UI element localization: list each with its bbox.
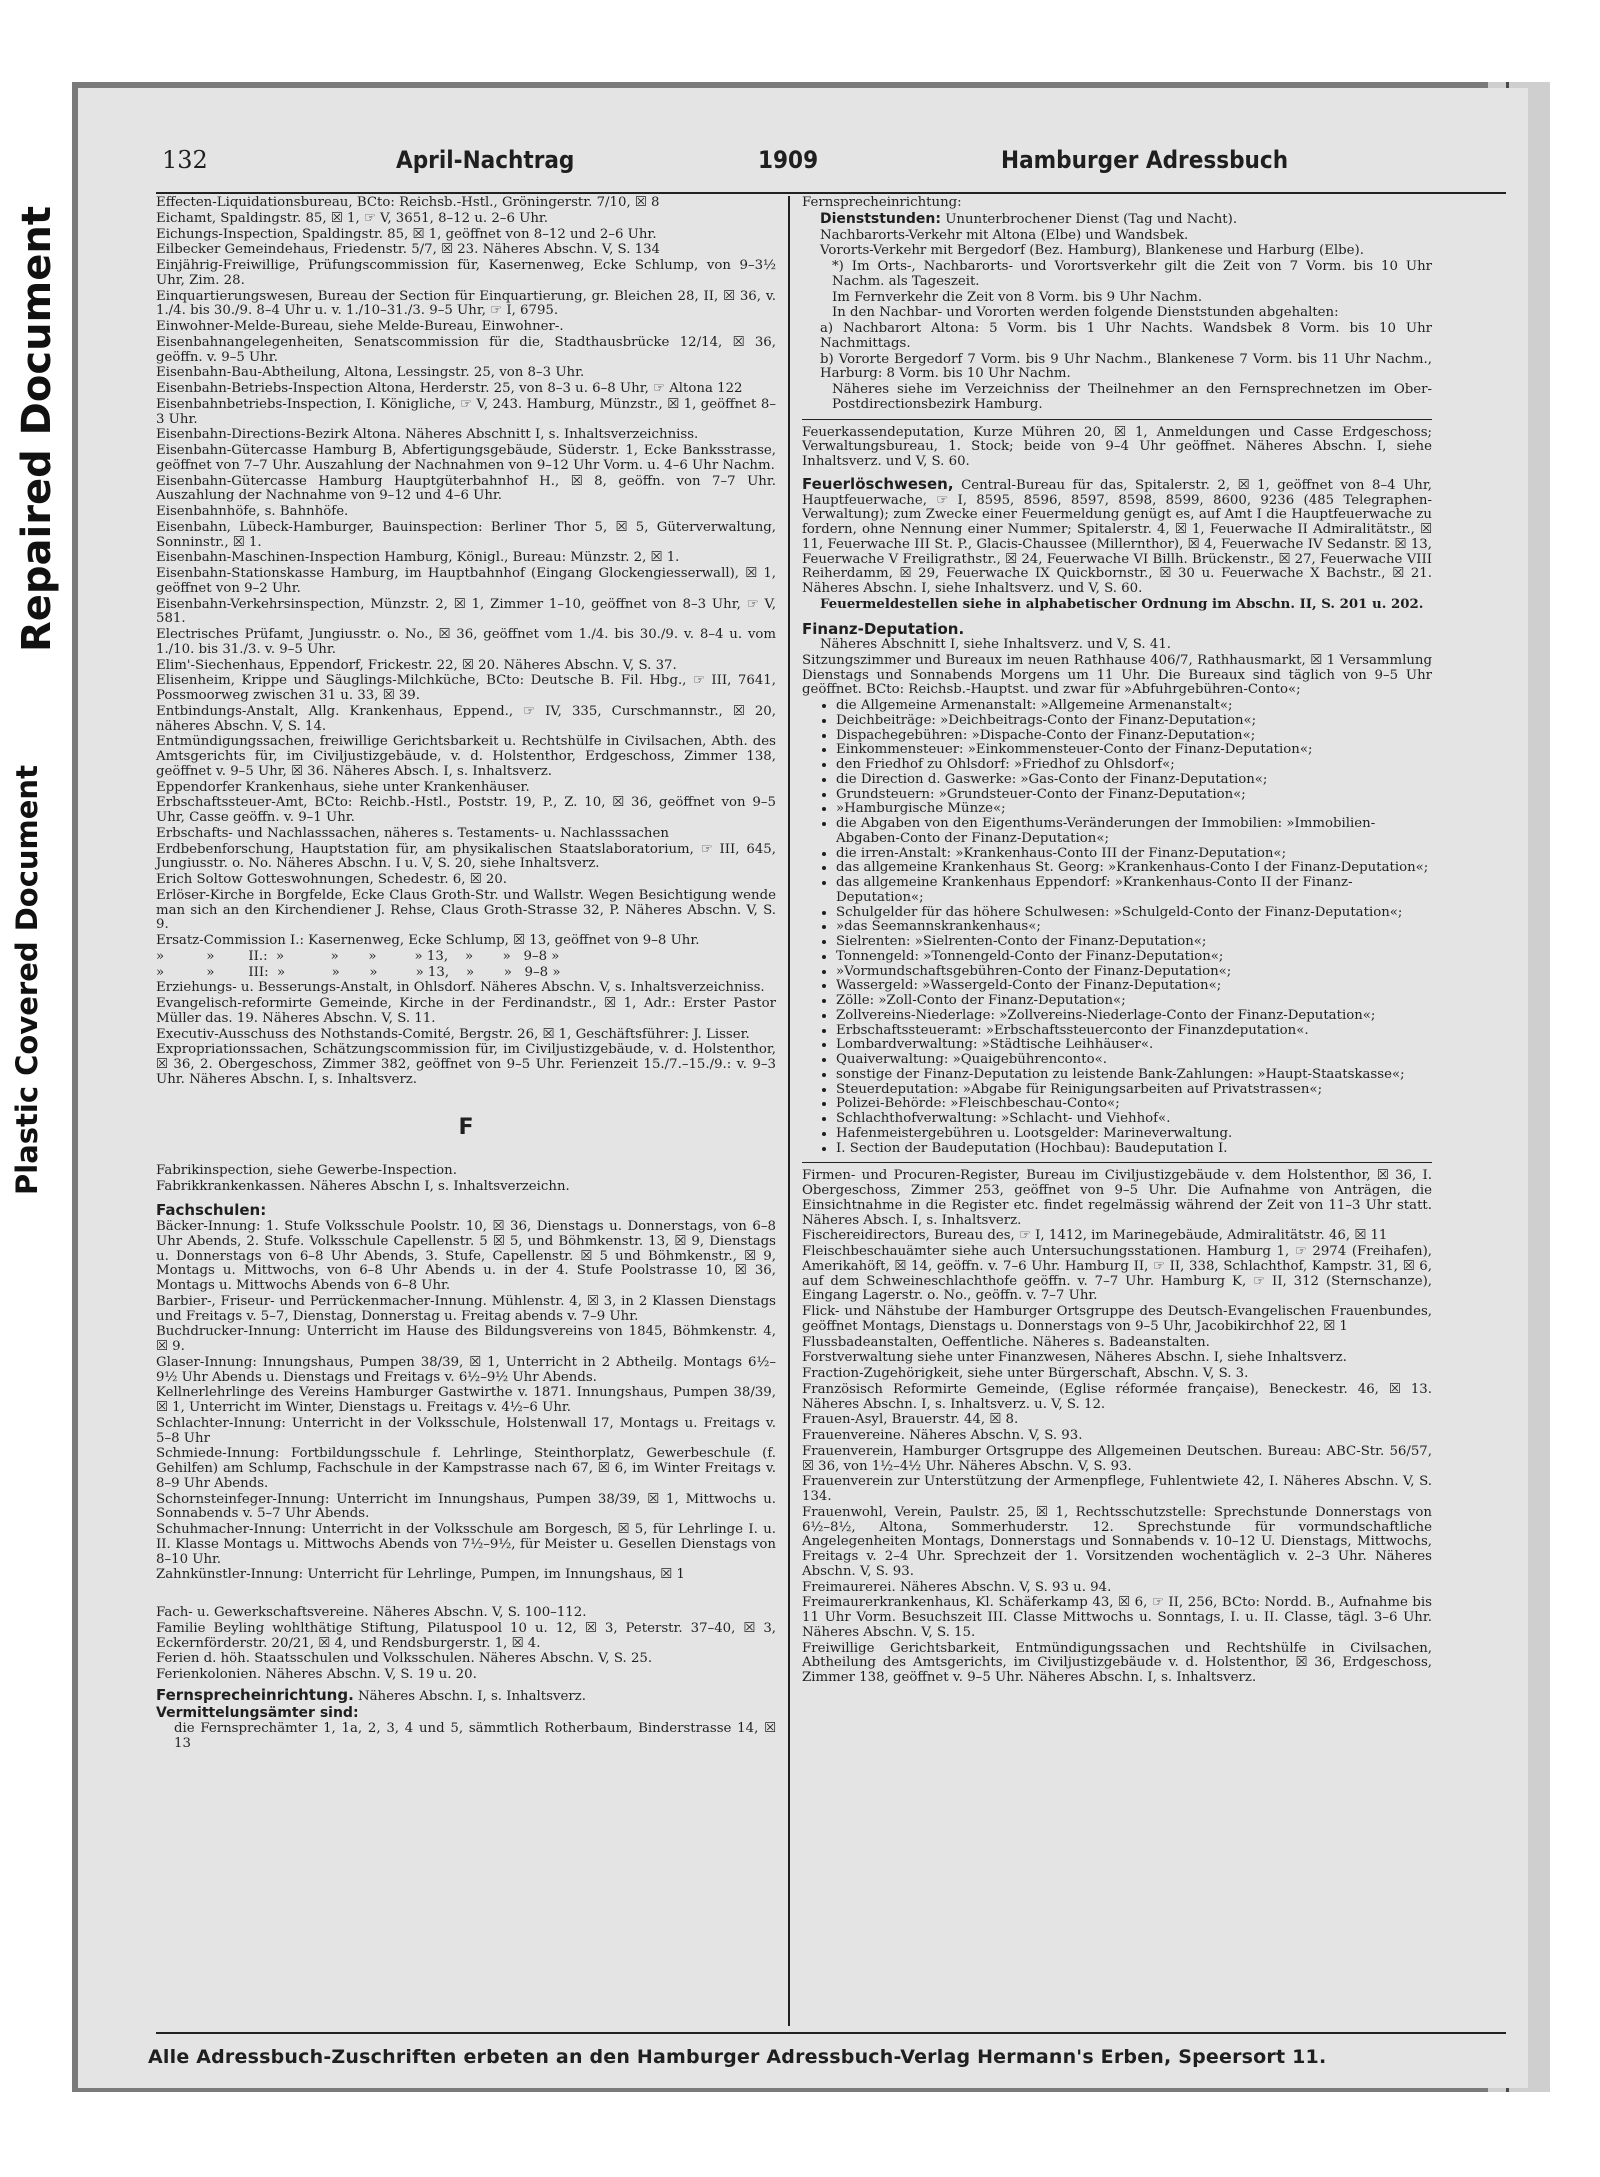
list-item: Nachbarorts-Verkehr mit Altona (Elbe) und Wandsbek. — [820, 227, 1189, 243]
list-item: Ferienkolonien. Näheres Abschn. V, S. 19 u. 20. — [156, 1667, 477, 1683]
page-number: 132 — [162, 146, 208, 174]
list-item: Bäcker-Innung: 1. Stufe Volksschule Poolstr. 10, ☒ 36, Dienstags u. Donnerstags, von 6–8 Uhr Abends, 2. Stufe. Volksschule Capellenstr. 5 ☒ 5, und Böhmkenstr. 13, ☒ 9, Dienstags u. Donnerstags von 6–8 Uhr Abends, 3. Stufe, Capellenstr. ☒ 5 und Böhmkenstr., ☒ 9, Montags u. Mittwochs, von 6–8 Uhr Abends u. in der 4. Stufe Poolstrasse 10, ☒ 36, Montags u. Mittwochs Abends von 6–8 Uhr. — [156, 1219, 776, 1294]
list-item: • Sielrenten: »Sielrenten-Conto der Finanz-Deputation«; — [836, 935, 1432, 950]
list-item: • sonstige der Finanz-Deputation zu leistende Bank-Zahlungen: »Haupt-Staatskasse«; — [836, 1068, 1432, 1083]
list-item: • »Hamburgische Münze«; — [836, 802, 1432, 817]
lower-entries-list — [802, 1169, 1432, 1686]
list-item: Flussbadeanstalten, Oeffentliche. Näheres s. Badeanstalten. — [802, 1334, 1210, 1350]
list-item: Barbier-, Friseur- und Perrückenmacher-Innung. Mühlenstr. 4, ☒ 3, in 2 Klassen Dienstags und Freitags v. 5–7, Dienstag, Donnerstag u. Freitag abends v. 7–9 Uhr. — [156, 1293, 776, 1324]
left-column — [156, 196, 776, 1753]
list-item: • Tonnengeld: »Tonnengeld-Conto der Finanz-Deputation«; — [836, 950, 1432, 965]
fernsprech-label: Fernsprecheinrichtung: — [802, 195, 962, 210]
list-item: Eichungs-Inspection, Spaldingstr. 85, ☒ 1, geöffnet von 8–12 und 2–6 Uhr. — [156, 226, 657, 242]
list-item: In den Nachbar- und Vororten werden folgende Dienststunden abgehalten: — [832, 305, 1339, 321]
list-item: Eisenbahn-Gütercasse Hamburg Hauptgüterbahnhof H., ☒ 8, geöffn. von 7–7 Uhr. Auszahlung der Nachnahme von 9–12 und 4–6 Uhr. — [156, 473, 776, 504]
list-item: Erbschafts- und Nachlasssachen, näheres s. Testaments- u. Nachlasssachen — [156, 825, 669, 841]
book-page — [78, 88, 1528, 2088]
list-item: b) Vororte Bergedorf 7 Vorm. bis 9 Uhr Nachm., Blankenese 7 Vorm. bis 11 Uhr Nachm., Harburg: 8 Vorm. bis 10 Uhr Nachm. — [820, 351, 1432, 382]
list-item: Eisenbahn-Stationskasse Hamburg, im Hauptbahnhof (Eingang Glockengiesserwall), ☒ 1, geöffnet von 9–2 Uhr. — [156, 566, 776, 596]
header-year: 1909 — [758, 146, 819, 174]
list-item: • I. Section der Baudeputation (Hochbau): Baudeputation I. — [836, 1142, 1432, 1157]
right-column — [802, 196, 1432, 1687]
header-right-title: Hamburger Adressbuch — [1001, 146, 1289, 174]
dienststunden-heading: Dienststunden: — [820, 210, 941, 227]
vermittlung-text: die Fernsprechämter 1, 1a, 2, 3, 4 und 5, sämmtlich Rotherbaum, Binderstrasse 14, ☒ 13 — [174, 1721, 776, 1751]
list-item: Feuerkassendeputation, Kurze Mühren 20, ☒ 1, Anmeldungen und Casse Erdgeschoss; Verwaltungsbureau, 1. Stock; beide von 9–4 Uhr geöffnet. Näheres Abschn. I, siehe Inhaltsverz. und V, S. 60. — [802, 424, 1432, 469]
list-item: • das allgemeine Krankenhaus St. Georg: »Krankenhaus-Conto I der Finanz-Deputation«; — [836, 861, 1432, 876]
list-item: Eichamt, Spaldingstr. 85, ☒ 1, ☞ V, 3651, 8–12 u. 2–6 Uhr. — [156, 210, 549, 226]
fachschulen-list — [156, 1220, 776, 1583]
list-item: Evangelisch-reformirte Gemeinde, Kirche in der Ferdinandstr., ☒ 1, Adr.: Erster Pastor Müller das. 19. Näheres Abschn. V, S. 11. — [156, 996, 776, 1026]
list-item: Französisch Reformirte Gemeinde, (Eglise réformée française), Beneckestr. 46, ☒ 13. Näheres Abschn. I, s. Inhaltsverz. u. V, S. 12. — [802, 1381, 1432, 1412]
list-item: Frauen-Asyl, Brauerstr. 44, ☒ 8. — [802, 1412, 1019, 1428]
list-item: • die irren-Anstalt: »Krankenhaus-Conto III der Finanz-Deputation«; — [836, 847, 1432, 862]
list-item: Forstverwaltung siehe unter Finanzwesen, Näheres Abschn. I, siehe Inhaltsverz. — [802, 1350, 1347, 1366]
list-item: Eisenbahn-Directions-Bezirk Altona. Näheres Abschnitt I, s. Inhaltsverzeichniss. — [156, 427, 699, 443]
list-item: • Zollvereins-Niederlage: »Zollvereins-Niederlage-Conto der Finanz-Deputation«; — [836, 1009, 1432, 1024]
list-item: Frauenverein, Hamburger Ortsgruppe des Allgemeinen Deutschen. Bureau: ABC-Str. 56/57, ☒ 36, von 1½–4½ Uhr. Näheres Abschn. V, S. 93. — [802, 1443, 1432, 1474]
list-item: Sitzungszimmer und Bureaux im neuen Rathhause 406/7, Rathhausmarkt, ☒ 1 Versammlung Dienstags und Sonnabends Morgens um 11 Uhr. Die Bureaux sind täglich von 9–5 Uhr geöffnet. BCto: Reichsb.-Hauptst. und zwar für »Abfuhrgebühren-Conto«; — [802, 652, 1432, 698]
list-item: • Hafenmeistergebühren u. Lootsgelder: Marineverwaltung. — [836, 1127, 1432, 1142]
stamp-plastic-covered: Plastic Covered Document — [10, 765, 44, 1195]
list-item: • die Direction d. Gaswerke: »Gas-Conto der Finanz-Deputation«; — [836, 773, 1432, 788]
list-item: Eisenbahn-Verkehrsinspection, Münzstr. 2, ☒ 1, Zimmer 1–10, geöffnet von 8–3 Uhr, ☞ V, 581. — [156, 596, 776, 627]
list-item: Frauenverein zur Unterstützung der Armenpflege, Fuhlentwiete 42, I. Näheres Abschn. V, S. 134. — [802, 1474, 1432, 1505]
list-item: Flick- und Nähstube der Hamburger Ortsgruppe des Deutsch-Evangelischen Frauenbundes, geöffnet Montags, Dienstags u. Donnerstags von 9–5 Uhr, Jacobikirchhof 22, ☒ 1 — [802, 1304, 1432, 1334]
list-item: • Polizei-Behörde: »Fleischbeschau-Conto«; — [836, 1097, 1432, 1112]
list-item: • »Vormundschaftsgebühren-Conto der Finanz-Deputation«; — [836, 965, 1432, 980]
list-item: Schuhmacher-Innung: Unterricht in der Volksschule am Borgesch, ☒ 5, für Lehrlinge I. u. II. Klasse Montags u. Mittwochs Abends von 7½–9½, für Meister u. Gesellen Dienstags von 8–10 Uhr. — [156, 1522, 776, 1567]
vermittlung-heading: Vermittelungsämter sind: — [156, 1704, 359, 1721]
list-item: Freiwillige Gerichtsbarkeit, Entmündigungssachen und Rechtshülfe in Civilsachen, Abtheilung des Amtsgerichts, im Civiljustizgebäude v. d. Holstenthor, ☒ 36, Erdgeschoss, Zimmer 138, geöffnet v. 9–5 Uhr. Näheres Abschn. I, s. Inhaltsverz. — [802, 1640, 1432, 1686]
list-item: Fischereidirectors, Bureau des, ☞ I, 1412, im Marinegebäude, Admiralitätstr. 46, ☒ 11 — [802, 1228, 1388, 1244]
list-item: Näheres siehe im Verzeichniss der Theilnehmer an den Fernsprechnetzen im Ober-Postdirectionsbezirk Hamburg. — [832, 382, 1432, 412]
list-item: Erziehungs- u. Besserungs-Anstalt, in Ohlsdorf. Näheres Abschn. V, s. Inhaltsverzeichniss. — [156, 980, 765, 996]
list-item: • Dispachegebühren: »Dispache-Conto der Finanz-Deputation«; — [836, 729, 1432, 744]
list-item: Erbschaftssteuer-Amt, BCto: Reichb.-Hstl., Poststr. 19, P., Z. 10, ☒ 36, geöffnet von 9–5 Uhr, Casse geöffn. v. 9–1 Uhr. — [156, 795, 776, 825]
list-item: Frauenvereine. Näheres Abschn. V, S. 93. — [802, 1428, 1083, 1444]
list-item: Executiv-Ausschuss des Nothstands-Comité, Bergstr. 26, ☒ 1, Geschäftsführer: J. Lisser. — [156, 1026, 750, 1042]
finanz-heading: Finanz-Deputation. — [802, 619, 965, 638]
list-item: • »das Seemannskrankenhaus«; — [836, 920, 1432, 935]
list-item: Ersatz-Commission I.: Kasernenweg, Ecke Schlump, ☒ 13, geöffnet von 9–8 Uhr. — [156, 933, 700, 948]
list-item: Fleischbeschauämter siehe auch Untersuchungsstationen. Hamburg 1, ☞ 2974 (Freihafen), Amerikahöft, ☒ 14, geöffn. v. 7–6 Uhr. Hamburg II, ☞ II, 338, Schlachthof, Kampstr. 31, ☒ 6, auf dem Schweineschlachthofe geöffn. v. 7–7 Uhr. Hamburg K, ☞ II, 312 (Sternschanze), Eingang Lagerstr. o. No., geöffn. v. 7–7 Uhr. — [802, 1244, 1432, 1304]
list-item: Fach- u. Gewerkschaftsvereine. Näheres Abschn. V, S. 100–112. — [156, 1605, 587, 1621]
left-entries-list — [156, 196, 776, 1088]
footer-notice: Alle Adressbuch-Zuschriften erbeten an den Hamburger Adressbuch-Verlag Hermann's Erben, Speersort 11. — [148, 2046, 1327, 2068]
list-item: Eppendorfer Krankenhaus, siehe unter Krankenhäuser. — [156, 779, 530, 795]
section-letter: F — [458, 1114, 474, 1140]
list-item: Erdbebenforschung, Hauptstation für, am physikalischen Staatslaboratorium, ☞ III, 645, Jungiusstr. o. No. Näheres Abschn. I u. V, S. 20, siehe Inhaltsverz. — [156, 841, 776, 872]
list-item: » » III: » » » » 13, » » 9–8 » — [156, 964, 561, 980]
list-item: Einwohner-Melde-Bureau, siehe Melde-Bureau, Einwohner-. — [156, 319, 564, 334]
list-item: Entmündigungssachen, freiwillige Gerichtsbarkeit u. Rechtshülfe in Civilsachen, Abth. des Amtsgerichts für, im Civiljustizgebäude, v. d. Holstenthor, Erdgeschoss, Zimmer 138, geöffnet v. 9–5 Uhr, ☒ 36. Näheres Absch. I, s. Inhaltsverz. — [156, 734, 776, 779]
list-item: Electrisches Prüfamt, Jungiusstr. o. No., ☒ 36, geöffnet vom 1./4. bis 30./9. v. 8–4 u. vom 1./10. bis 31./3. v. 9–5 Uhr. — [156, 627, 776, 657]
list-item: Eisenbahn-Bau-Abtheilung, Altona, Lessingstr. 25, von 8–3 Uhr. — [156, 365, 585, 381]
list-item: Eilbecker Gemeindehaus, Friedenstr. 5/7, ☒ 23. Näheres Abschn. V, S. 134 — [156, 242, 661, 258]
list-item: Fraction-Zugehörigkeit, siehe unter Bürgerschaft, Abschn. V, S. 3. — [802, 1366, 1249, 1382]
list-item: • die Abgaben von den Eigenthums-Veränderungen der Immobilien: »Immobilien-Abgaben-Conto der Finanz-Deputation«; — [836, 817, 1432, 847]
fernsprech-heading: Fernsprecheinrichtung. — [156, 1685, 354, 1704]
dienststunden-text: Ununterbrochener Dienst (Tag und Nacht). — [945, 211, 1238, 227]
list-item: Elim'-Siechenhaus, Eppendorf, Frickestr. 22, ☒ 20. Näheres Abschn. V, S. 37. — [156, 657, 677, 673]
list-item: • Quaiverwaltung: »Quaigebührenconto«. — [836, 1053, 1432, 1068]
list-item: • Steuerdeputation: »Abgabe für Reinigungsarbeiten auf Privatstrassen«; — [836, 1083, 1432, 1098]
list-item: • die Allgemeine Armenanstalt: »Allgemeine Armenanstalt«; — [836, 699, 1432, 714]
list-item: Freimaurerkrankenhaus, Kl. Schäferkamp 43, ☒ 6, ☞ II, 256, BCto: Nordd. B., Aufnahme bis 11 Uhr Vorm. Besuchszeit III. Classe Mittwochs u. Sonntags, I. u. II. Classe, tägl. 3–6 Uhr. Näheres Abschn. V, S. 15. — [802, 1595, 1432, 1640]
list-item: Erlöser-Kirche in Borgfelde, Ecke Claus Groth-Str. und Wallstr. Wegen Besichtigung wende man sich an den Kirchendiener J. Rehse, Claus Groth-Strasse 32, P. Näheres Abschn. V, S. 9. — [156, 887, 776, 933]
conservation-stamp — [0, 0, 68, 2177]
feuerloesch-text: Central-Bureau für das, Spitalerstr. 2, ☒ 1, geöffnet von 8–4 Uhr, Hauptfeuerwache, ☞ I, 8595, 8596, 8597, 8598, 8599, 8600, 9236 (485 Telegraphen-Verwaltung); zum Zwecke einer Feuermeldung genügt es, auf Amt I die Hauptfeuerwache zu fordern, ohne Nennung einer Nummer; Spitalerstr. 4, ☒ 1, Feuerwache II Admiralitätstr., ☒ 11, Feuerwache III St. P., Glacis-Chaussee (Millernthor), ☒ 4, Feuerwache IV Sedanstr. ☒ 13, Feuerwache V Freiligrathstr., ☒ 24, Feuerwache VI Billh. Brückenstr., ☒ 27, Feuerwache VIII Reiherdamm, ☒ 29, Feuerwache IX Quickbornstr., ☒ 30 u. Feuerwache X Bachstr., ☒ 21. Näheres Abschn. I, siehe Inhaltsverz. und V, S. 60. — [802, 477, 1432, 596]
list-item: Eisenbahn, Lübeck-Hamburger, Bauinspection: Berliner Thor 5, ☒ 5, Güterverwaltung, Sonninstr., ☒ 1. — [156, 519, 776, 550]
feuermelde-text: Feuermeldestellen siehe in alphabetischer Ordnung im Abschn. II, S. 201 u. 202. — [820, 596, 1424, 612]
list-item: Expropriationssachen, Schätzungscommission für, im Civiljustizgebäude, v. d. Holstenthor, ☒ 36, 2. Obergeschoss, Zimmer 382, geöffnet von 9–5 Uhr. Ferienzeit 15./7.–15./9.: v. 9–3 Uhr. Näheres Abschn. I, s. Inhaltsverz. — [156, 1042, 776, 1087]
list-item: • Grundsteuern: »Grundsteuer-Conto der Finanz-Deputation«; — [836, 788, 1432, 803]
list-item: • den Friedhof zu Ohlsdorf: »Friedhof zu Ohlsdorf«; — [836, 758, 1432, 773]
list-item: Näheres Abschnitt I, siehe Inhaltsverz. und V, S. 41. — [820, 637, 1172, 653]
list-item: • Lombardverwaltung: »Städtische Leihhäuser«. — [836, 1038, 1432, 1053]
list-item: • Erbschaftssteueramt: »Erbschaftssteuerconto der Finanzdeputation«. — [836, 1024, 1432, 1039]
header-left-title: April-Nachtrag — [396, 146, 575, 174]
finanz-items-list — [802, 699, 1432, 1156]
column-divider — [788, 196, 790, 2026]
list-item: Einjährig-Freiwillige, Prüfungscommission für, Kasernenweg, Ecke Schlump, von 9–3½ Uhr, Zim. 28. — [156, 258, 776, 288]
feuerloesch-heading: Feuerlöschwesen, — [802, 474, 954, 493]
list-item: Effecten-Liquidationsbureau, BCto: Reichsb.-Hstl., Gröningerstr. 7/10, ☒ 8 — [156, 195, 660, 210]
list-item: Buchdrucker-Innung: Unterricht im Hause des Bildungsvereins von 1845, Böhmkenstr. 4, ☒ 9. — [156, 1324, 776, 1355]
list-item: • Wassergeld: »Wassergeld-Conto der Finanz-Deputation«; — [836, 979, 1432, 994]
list-item: Frauenwohl, Verein, Paulstr. 25, ☒ 1, Rechtsschutzstelle: Sprechstunde Donnerstags von 6½–8½, Altona, Sommerhuderstr. 12. Sprechstunde für vormundschaftliche Angelegenheiten Montags, Donnerstags und Sonnabends v. 10–12 U. Dienstags, Mittwochs, Freitags v. 2–4 Uhr. Sprechzeit der 1. Vorsitzenden wochentäglich v. 2–3 Uhr. Näheres Abschn. V, S. 93. — [802, 1504, 1432, 1579]
list-item: Glaser-Innung: Innungshaus, Pumpen 38/39, ☒ 1, Unterricht in 2 Abtheilg. Montags 6½–9½ Uhr Abends u. Dienstags und Freitags v. 6½–9½ Uhr Abends. — [156, 1354, 776, 1385]
list-item: Schornsteinfeger-Innung: Unterricht im Innungshaus, Pumpen 38/39, ☒ 1, Mittwochs u. Sonnabends v. 5–7 Uhr Abends. — [156, 1491, 776, 1522]
list-item: Freimaurerei. Näheres Abschn. V, S. 93 u. 94. — [802, 1579, 1112, 1595]
header-rule — [156, 192, 1506, 194]
list-item: • Einkommensteuer: »Einkommensteuer-Conto der Finanz-Deputation«; — [836, 743, 1432, 758]
list-item: *) Im Orts-, Nachbarorts- und Vorortsverkehr gilt die Zeit von 7 Vorm. bis 10 Uhr Nachm. als Tageszeit. — [832, 259, 1432, 289]
list-item: • das allgemeine Krankenhaus Eppendorf: »Krankenhaus-Conto II der Finanz-Deputation«; — [836, 876, 1432, 906]
list-item: • Deichbeiträge: »Deichbeitrags-Conto der Finanz-Deputation«; — [836, 714, 1432, 729]
list-item: • Schlachthofverwaltung: »Schlacht- und Viehhof«. — [836, 1112, 1432, 1127]
list-item: Eisenbahn-Betriebs-Inspection Altona, Herderstr. 25, von 8–3 u. 6–8 Uhr, ☞ Altona 122 — [156, 381, 743, 396]
list-item: Im Fernverkehr die Zeit von 8 Vorm. bis 9 Uhr Nachm. — [832, 289, 1203, 305]
list-item: a) Nachbarort Altona: 5 Vorm. bis 1 Uhr Nachts. Wandsbek 8 Vorm. bis 10 Uhr Nachmittags. — [820, 321, 1432, 351]
stamp-repaired: Repaired Document — [14, 206, 60, 652]
list-item: Firmen- und Procuren-Register, Bureau im Civiljustizgebäude v. dem Holstenthor, ☒ 36, I. Obergeschoss, Zimmer 253, geöffnet von 9–5 Uhr. Die Aufnahme von Anträgen, die Einsichtnahme in die Register etc. findet regelmässig während der Zeit von 11–3 Uhr statt. Näheres Absch. I, s. Inhaltsverz. — [802, 1168, 1432, 1228]
list-item: Erich Soltow Gotteswohnungen, Schedestr. 6, ☒ 20. — [156, 872, 508, 887]
section-rule — [802, 1162, 1432, 1163]
list-item: • Zölle: »Zoll-Conto der Finanz-Deputation«; — [836, 994, 1432, 1009]
list-item: Elisenheim, Krippe und Säuglings-Milchküche, BCto: Deutsche B. Fil. Hbg., ☞ III, 7641, Possmoorweg zwischen 31 u. 33, ☒ 39. — [156, 673, 776, 703]
list-item: Eisenbahn-Gütercasse Hamburg B, Abfertigungsgebäude, Süderstr. 1, Ecke Banksstrasse, geöffnet von 7–7 Uhr. Auszahlung der Nachnahmen von 9–12 Uhr Vorm. u. 4–6 Uhr Nachm. — [156, 443, 776, 473]
list-item: » » II.: » » » » 13, » » 9–8 » — [156, 948, 560, 964]
list-item: Fabrikinspection, siehe Gewerbe-Inspection. — [156, 1162, 457, 1178]
list-item: Eisenbahn-Maschinen-Inspection Hamburg, Königl., Bureau: Münzstr. 2, ☒ 1. — [156, 550, 680, 566]
list-item: Eisenbahnhöfe, s. Bahnhöfe. — [156, 504, 349, 519]
list-item: Entbindungs-Anstalt, Allg. Krankenhaus, Eppend., ☞ IV, 335, Curschmannstr., ☒ 20, näheres Abschn. V, S. 14. — [156, 703, 776, 734]
list-item: • Schulgelder für das höhere Schulwesen: »Schulgeld-Conto der Finanz-Deputation«; — [836, 906, 1432, 921]
list-item: Ferien d. höh. Staatsschulen und Volksschulen. Näheres Abschn. V, S. 25. — [156, 1651, 653, 1667]
footer-rule — [156, 2032, 1506, 2034]
fernsprech-text: Näheres Abschn. I, s. Inhaltsverz. — [358, 1688, 586, 1704]
list-item: Zahnkünstler-Innung: Unterricht für Lehrlinge, Pumpen, im Innungshaus, ☒ 1 — [156, 1567, 685, 1583]
list-item: Fabrikkrankenkassen. Näheres Abschn I, s. Inhaltsverzeichn. — [156, 1178, 570, 1194]
list-item: Schlachter-Innung: Unterricht in der Volksschule, Holstenwall 17, Montags u. Freitags v. 5–8 Uhr — [156, 1415, 776, 1446]
fachschulen-heading: Fachschulen: — [156, 1201, 267, 1220]
list-item: Kellnerlehrlinge des Vereins Hamburger Gastwirthe v. 1871. Innungshaus, Pumpen 38/39, ☒ 1, Unterricht im Winter, Dienstags u. Freitags v. 4½–6 Uhr. — [156, 1385, 776, 1416]
list-item: Schmiede-Innung: Fortbildungsschule f. Lehrlinge, Steinthorplatz, Gewerbeschule (f. Gehilfen) am Schlump, Fachschule in der Kampstrasse nach 67, ☒ 6, im Winter Freitags v. 8–9 Uhr Abends. — [156, 1446, 776, 1491]
section-rule — [802, 419, 1432, 420]
list-item: Vororts-Verkehr mit Bergedorf (Bez. Hamburg), Blankenese und Harburg (Elbe). — [820, 243, 1364, 259]
list-item: Eisenbahnangelegenheiten, Senatscommission für die, Stadthausbrücke 12/14, ☒ 36, geöffn. v. 9–5 Uhr. — [156, 334, 776, 365]
list-item: Eisenbahnbetriebs-Inspection, I. Königliche, ☞ V, 243. Hamburg, Münzstr., ☒ 1, geöffnet 8–3 Uhr. — [156, 396, 776, 427]
list-item: Familie Beyling wohlthätige Stiftung, Pilatuspool 10 u. 12, ☒ 3, Peterstr. 37–40, ☒ 3, Eckernförderstr. 20/21, ☒ 4, und Rendsburgerstr. 1, ☒ 4. — [156, 1620, 776, 1651]
list-item: Einquartierungswesen, Bureau der Section für Einquartierung, gr. Bleichen 28, II, ☒ 36, v. 1./4. bis 30./9. 8–4 Uhr u. v. 1./10–31./3. 9–5 Uhr, ☞ I, 6795. — [156, 288, 776, 319]
